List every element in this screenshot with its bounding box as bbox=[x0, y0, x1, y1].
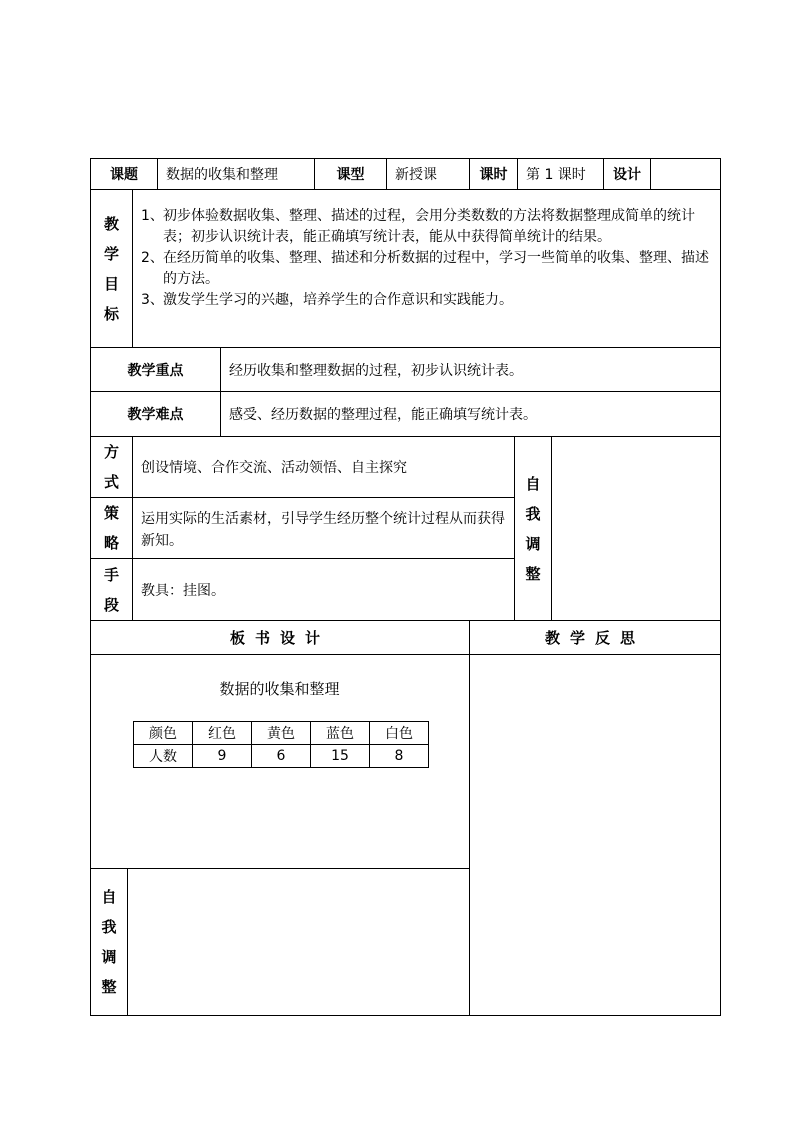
table-row bbox=[134, 722, 429, 745]
design-label: 设计 bbox=[603, 158, 651, 190]
objective-item: 1、 初步体验数据收集、整理、描述的过程，会用分类数数的方法将数据整理成简单的统计表；初步认识统计表，能正确填写统计表，能从中获得简单统计的结果。 bbox=[141, 208, 695, 245]
strategy-text: 运用实际的生活素材，引导学生经历整个统计过程从而获得新知。 bbox=[132, 497, 515, 559]
difficulty-text: 感受、经历数据的整理过程，能正确填写统计表。 bbox=[220, 391, 721, 437]
table-cell: 人数 bbox=[134, 745, 193, 768]
objective-item: 3、 激发学生学习的兴趣，培养学生的合作意识和实践能力。 bbox=[141, 292, 513, 308]
method-label: 方 式 bbox=[90, 436, 133, 498]
period-value: 第 1 课时 bbox=[517, 158, 604, 190]
topic-label: 课题 bbox=[90, 158, 158, 190]
type-label: 课型 bbox=[314, 158, 387, 190]
statistics-table bbox=[133, 721, 429, 768]
design-value bbox=[650, 158, 721, 190]
table-cell: 6 bbox=[252, 745, 311, 768]
means-text: 教具：挂图。 bbox=[132, 558, 515, 621]
strategy-label: 策 略 bbox=[90, 497, 133, 559]
table-cell: 黄色 bbox=[252, 722, 311, 745]
reflection-content bbox=[469, 654, 721, 1016]
table-cell: 颜色 bbox=[134, 722, 193, 745]
key-point-label: 教学重点 bbox=[90, 347, 221, 392]
objectives-label: 教 学 目 标 bbox=[90, 189, 133, 348]
self-adjust-bottom-label: 自 我 调 整 bbox=[90, 868, 128, 1016]
table-cell: 9 bbox=[193, 745, 252, 768]
means-label: 手 段 bbox=[90, 558, 133, 621]
self-adjust-bottom-content bbox=[127, 868, 470, 1016]
type-value: 新授课 bbox=[386, 158, 470, 190]
self-adjust-label: 自 我 调 整 bbox=[514, 436, 552, 621]
topic-value: 数据的收集和整理 bbox=[157, 158, 315, 190]
objectives-content bbox=[132, 189, 721, 348]
reflection-header: 教学反思 bbox=[469, 620, 721, 655]
self-adjust-content bbox=[551, 436, 721, 621]
table-cell: 8 bbox=[370, 745, 429, 768]
difficulty-label: 教学难点 bbox=[90, 391, 221, 437]
objective-item: 2、 在经历简单的收集、整理、描述和分析数据的过程中，学习一些简单的收集、整理、描述的方法。 bbox=[141, 250, 709, 287]
table-cell: 白色 bbox=[370, 722, 429, 745]
key-point-text: 经历收集和整理数据的过程，初步认识统计表。 bbox=[220, 347, 721, 392]
table-cell: 15 bbox=[311, 745, 370, 768]
board-title: 数据的收集和整理 bbox=[219, 680, 340, 698]
table-row bbox=[134, 745, 429, 768]
table-cell: 红色 bbox=[193, 722, 252, 745]
board-design-header: 板书设计 bbox=[90, 620, 470, 655]
method-text: 创设情境、合作交流、活动领悟、自主探究 bbox=[132, 436, 515, 498]
table-cell: 蓝色 bbox=[311, 722, 370, 745]
period-label: 课时 bbox=[469, 158, 518, 190]
